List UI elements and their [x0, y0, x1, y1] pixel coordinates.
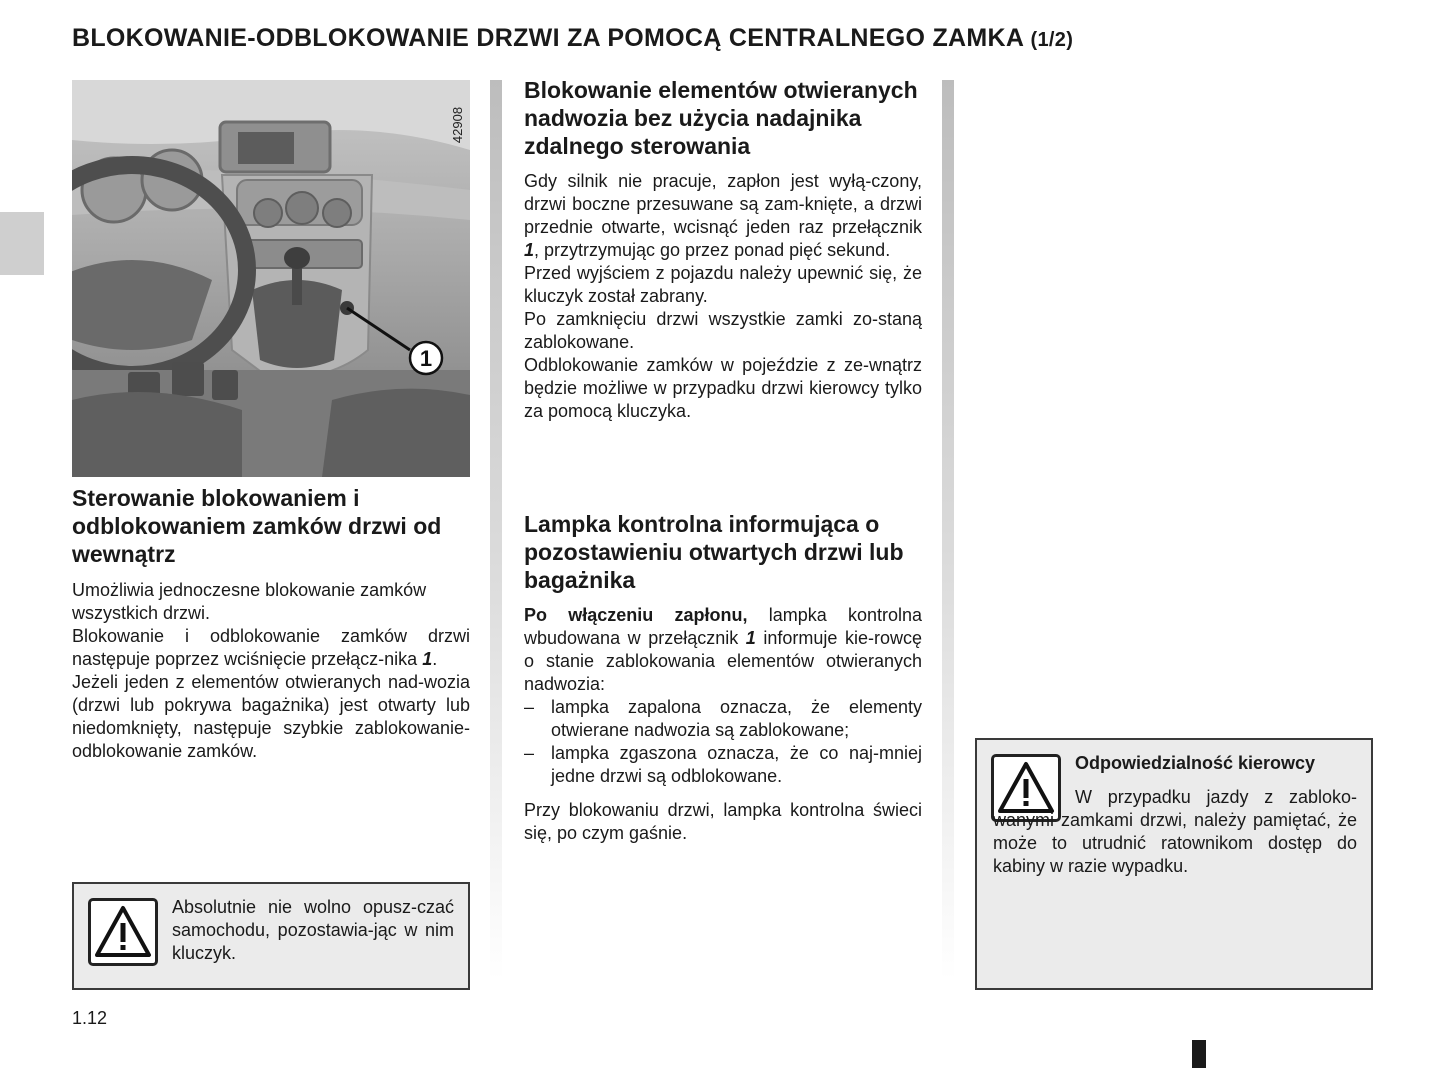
- left-section-p2-ref: 1: [422, 649, 433, 669]
- middle-section-1: [524, 76, 922, 423]
- left-section: [72, 484, 470, 763]
- warning-box-key: [72, 882, 470, 990]
- list-dash: –: [524, 743, 535, 763]
- left-section-heading: Sterowanie blokowaniem i odblokowaniem zamków drzwi od wewnątrz: [72, 485, 442, 567]
- warning-responsibility-text: W przypadku jazdy z zabloko-wanymi zamkami drzwi, należy pamiętać, że może to utrudnić ratownikom dostęp do kabiny w razie wypadku.: [993, 787, 1357, 876]
- column-divider-right: [942, 80, 954, 980]
- middle-section-2-p1-text: lampka kontrolna wbudowana w przełącznik: [524, 605, 922, 648]
- column-divider-left: [490, 80, 502, 980]
- middle-section-2-p1-end: informuje kie-rowcę o stanie zablokowania elementów otwieranych nadwozia:: [524, 628, 922, 694]
- left-section-p2: [72, 625, 470, 671]
- middle-section-1-p1-end: , przytrzymując go przez ponad pięć sekund.: [534, 240, 891, 260]
- middle-section-1-p2: Przed wyjściem z pojazdu należy upewnić się, że kluczyk został zabrany.: [524, 263, 922, 306]
- page-number: 1.12: [72, 1008, 108, 1028]
- middle-section-1-p3: Po zamknięciu drzwi wszystkie zamki zo-staną zablokowane.: [524, 309, 922, 352]
- list-item: [524, 742, 922, 788]
- middle-section-2-heading: Lampka kontrolna informująca o pozostawieniu otwartych drzwi lub bagażnika: [524, 511, 904, 593]
- warning-key-text: Absolutnie nie wolno opusz-czać samochodu, pozostawia-jąc w nim kluczyk.: [172, 897, 454, 963]
- middle-section-2-p1-bold: Po włączeniu zapłonu,: [524, 605, 748, 625]
- middle-section-1-p1-ref: 1: [524, 240, 535, 260]
- list-item: [524, 696, 922, 742]
- warning-responsibility-title: Odpowiedzialność kierowcy: [1075, 753, 1316, 773]
- list-item-text-2: lampka zgaszona oznacza, że co naj-mniej jedne drzwi są odblokowane.: [551, 743, 922, 786]
- page-edge-marker: [1192, 1040, 1206, 1068]
- page-title-part: (1/2): [1030, 29, 1074, 51]
- left-section-p3: Jeżeli jeden z elementów otwieranych nad-wozia (drzwi lub pokrywa bagażnika) jest otwarty lub niedomknięty, następuje szybkie zablokowanie-odblokowanie zamków.: [72, 672, 470, 761]
- list-item-text-1: lampka zapalona oznacza, że elementy otwierane nadwozia są zablokowane;: [551, 697, 922, 740]
- figure-code: 42908: [450, 106, 465, 144]
- warning-triangle-icon: [88, 898, 158, 966]
- middle-section-2: [524, 510, 922, 845]
- dashboard-illustration: [72, 80, 470, 477]
- page-title-text: BLOKOWANIE-ODBLOKOWANIE DRZWI ZA POMOCĄ CENTRALNEGO ZAMKA: [72, 24, 1024, 52]
- middle-section-1-p1: [524, 170, 922, 262]
- warning-box-responsibility: [975, 738, 1373, 990]
- middle-section-2-p2: Przy blokowaniu drzwi, lampka kontrolna świeci się, po czym gaśnie.: [524, 800, 922, 843]
- middle-section-1-heading: Blokowanie elementów otwieranych nadwozia bez użycia nadajnika zdalnego sterowania: [524, 77, 918, 159]
- left-section-p1: Umożliwia jednoczesne blokowanie zamków wszystkich drzwi.: [72, 580, 427, 623]
- section-tab-marker: [0, 212, 44, 275]
- middle-section-2-p1-ref: 1: [745, 628, 756, 648]
- middle-section-2-p1: [524, 604, 922, 696]
- callout-1-label: 1: [419, 346, 433, 371]
- left-section-p2-end: .: [432, 649, 438, 669]
- middle-section-1-p1-text: Gdy silnik nie pracuje, zapłon jest wyłą-czony, drzwi boczne przesuwane są zam-knięte, a drzwi przednie otwarte, wcisnąć jeden raz przełącznik: [524, 171, 922, 237]
- left-section-p2-text: Blokowanie i odblokowanie zamków drzwi następuje poprzez wciśnięcie przełącz-nika: [72, 626, 470, 669]
- page-title: [72, 24, 1372, 53]
- list-dash: –: [524, 697, 535, 717]
- middle-section-1-p4: Odblokowanie zamków w pojeździe z ze-wnątrz będzie możliwe w przypadku drzwi kierowcy tylko za pomocą kluczyka.: [524, 355, 922, 421]
